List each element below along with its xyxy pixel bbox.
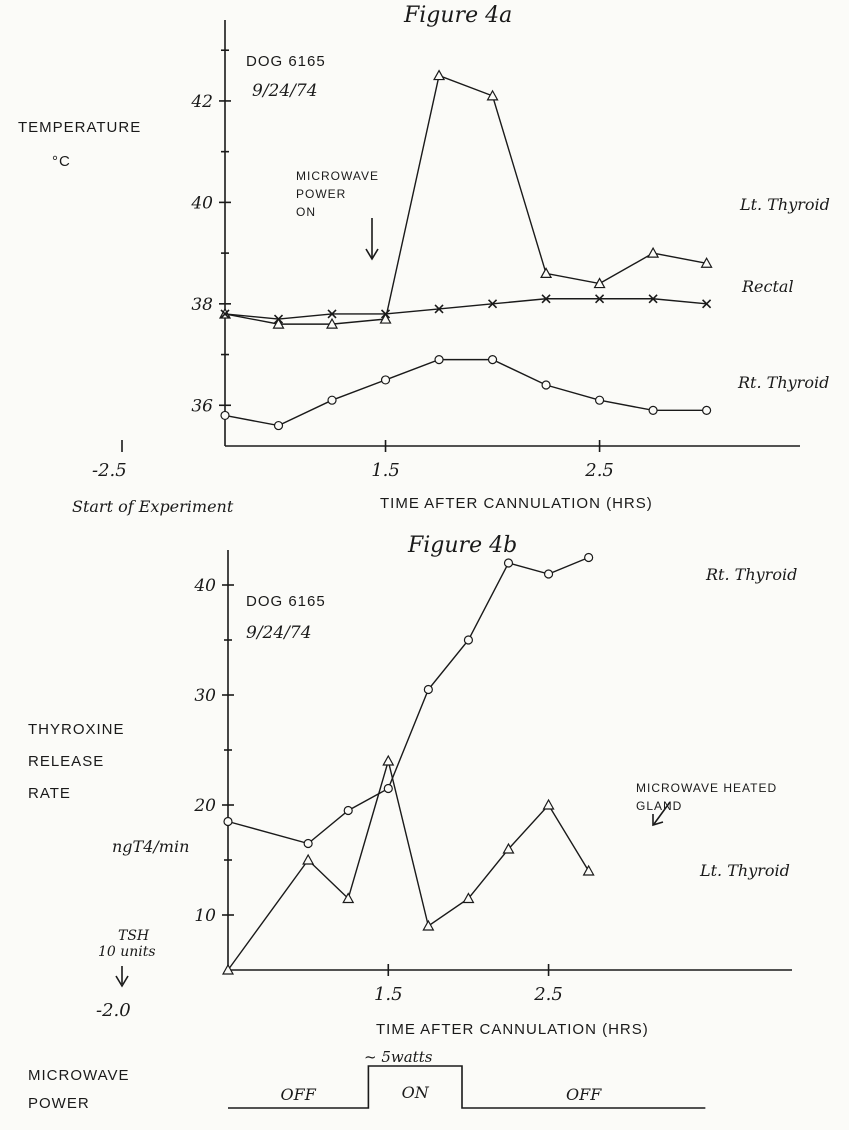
figure-4a-x-tick-label-2-5: 2.5 xyxy=(585,460,614,481)
figure-4a-series-rt-thyroid-point-7 xyxy=(596,396,604,404)
figure-4b-y-tick-label-30: 30 xyxy=(194,686,216,706)
figure-4a-series-rt-thyroid-label: Rt. Thyroid xyxy=(738,373,830,392)
figure-4a-y-tick-label-38: 38 xyxy=(191,294,213,315)
figure-4a-series xyxy=(220,71,830,430)
figure-4a-series-rt-thyroid-point-5 xyxy=(489,356,497,364)
figure-4b-y-tick-label-20: 20 xyxy=(194,796,216,816)
figure-4b-series-lt-thyroid-point-4 xyxy=(423,921,433,930)
figure-4a-y-tick-label-42: 42 xyxy=(191,91,213,112)
figure-4a-series-rt-thyroid-point-8 xyxy=(649,406,657,414)
power-trace xyxy=(28,1048,705,1112)
figure-4a-series-rt-thyroid-point-6 xyxy=(542,381,550,389)
figure-4b-yunit: ngT4/min xyxy=(112,837,190,856)
figure-4a-yunit: °C xyxy=(52,153,71,170)
figure-4b-series-lt-thyroid-point-8 xyxy=(584,866,594,875)
power-segment-label-0: OFF xyxy=(280,1085,316,1104)
figure-4b xyxy=(28,533,797,1038)
figure-4b-series-lt-thyroid-point-1 xyxy=(303,855,313,864)
figure-4a-ylabel: TEMPERATURE xyxy=(18,119,142,136)
figure-4a-y-tick-label-36: 36 xyxy=(191,396,213,417)
figure-4b-x-tick-label-1-5: 1.5 xyxy=(373,984,403,1005)
figure-4a-series-lt-thyroid-point-5 xyxy=(488,91,498,100)
figure-4b-series-rt-thyroid-point-4 xyxy=(424,686,432,694)
figure-4b-series-rt-thyroid-point-5 xyxy=(464,636,472,644)
figure-4b-series-rt-thyroid-point-1 xyxy=(304,840,312,848)
power-on-level: ~ 5watts xyxy=(364,1048,433,1066)
figure-4a xyxy=(18,3,830,516)
figure-4a-x-tick-label-1-5: 1.5 xyxy=(371,460,400,481)
figure-4a-series-rt-thyroid-point-4 xyxy=(435,356,443,364)
figure-4a-x-start-label: Start of Experiment xyxy=(72,497,234,516)
figure-4a-series-rt-thyroid-point-2 xyxy=(328,396,336,404)
figure-4b-series-rt-thyroid-point-0 xyxy=(224,818,232,826)
figure-4b-title: Figure 4b xyxy=(408,533,518,558)
figure-4b-series-lt-thyroid-line xyxy=(228,761,589,970)
figure-4b-xlabel: TIME AFTER CANNULATION (HRS) xyxy=(376,1021,649,1038)
figure-4a-x-left-label: -2.5 xyxy=(92,460,127,481)
figure-4b-x-left-label: -2.0 xyxy=(96,1000,131,1021)
figure-4b-series-lt-thyroid-point-3 xyxy=(383,756,393,765)
figure-4b-series-rt-thyroid-point-7 xyxy=(545,570,553,578)
figure-4b-ylabel: THYROXINE RELEASE RATE xyxy=(28,721,125,802)
figure-4a-series-rt-thyroid-point-9 xyxy=(703,406,711,414)
figure-4b-series-rt-thyroid-point-8 xyxy=(585,554,593,562)
figure-4b-series-rt-thyroid-label: Rt. Thyroid xyxy=(706,565,798,584)
figure-4a-series-rt-thyroid-line xyxy=(225,360,707,426)
power-segment-label-2: OFF xyxy=(566,1085,602,1104)
figure-4b-tsh-label: TSH 10 units xyxy=(98,928,156,960)
figure-4a-annotation-arrow xyxy=(366,218,378,259)
figure-4a-series-lt-thyroid-point-3 xyxy=(381,314,391,323)
figure-4b-x-tick-label-2-5: 2.5 xyxy=(534,984,563,1005)
figure-4a-title: Figure 4a xyxy=(404,3,513,28)
figure-4b-annotation: MICROWAVE HEATED GLAND xyxy=(636,781,778,813)
power-segment-label-1: ON xyxy=(401,1083,429,1102)
figure-4a-series-lt-thyroid-point-4 xyxy=(434,71,444,80)
figure-4a-series-rt-thyroid-point-3 xyxy=(382,376,390,384)
power-label: MICROWAVE POWER xyxy=(28,1067,130,1112)
figure-4a-series-rt-thyroid-point-1 xyxy=(275,422,283,430)
figure-4b-date: 9/24/74 xyxy=(246,623,312,643)
figure-4a-series-lt-thyroid-label: Lt. Thyroid xyxy=(740,195,830,214)
power-segments xyxy=(281,1083,603,1104)
figure-4a-series-lt-thyroid-point-6 xyxy=(541,268,551,277)
figure-4a-series-rectal-label: Rectal xyxy=(742,277,794,296)
figure-4b-series-rt-thyroid-point-2 xyxy=(344,807,352,815)
figure-4a-subtitle: DOG 6165 xyxy=(246,53,326,70)
figure-4a-series-rectal-line xyxy=(225,299,707,319)
figure-4a-series-rt-thyroid-point-0 xyxy=(221,411,229,419)
figure-4b-series-lt-thyroid-point-7 xyxy=(544,800,554,809)
figure-4b-series-lt-thyroid-label: Lt. Thyroid xyxy=(700,861,790,880)
figure-4b-series-rt-thyroid-point-3 xyxy=(384,785,392,793)
figure-4b-y-tick-label-10: 10 xyxy=(194,906,216,926)
figure-4b-y-tick-label-40: 40 xyxy=(194,576,216,596)
figure-4b-series-rt-thyroid-point-6 xyxy=(504,559,512,567)
figure-4a-series-lt-thyroid-point-8 xyxy=(648,248,658,257)
figure-4a-xlabel: TIME AFTER CANNULATION (HRS) xyxy=(380,495,653,512)
figure-4a-y-tick-label-40: 40 xyxy=(191,193,213,214)
figure-4b-series xyxy=(223,554,797,975)
figure-4b-tsh-arrow xyxy=(116,966,128,986)
figure-4a-annotation: MICROWAVE POWER ON xyxy=(296,169,379,219)
figure-4a-date: 9/24/74 xyxy=(252,81,318,101)
figure-4b-subtitle: DOG 6165 xyxy=(246,593,326,610)
